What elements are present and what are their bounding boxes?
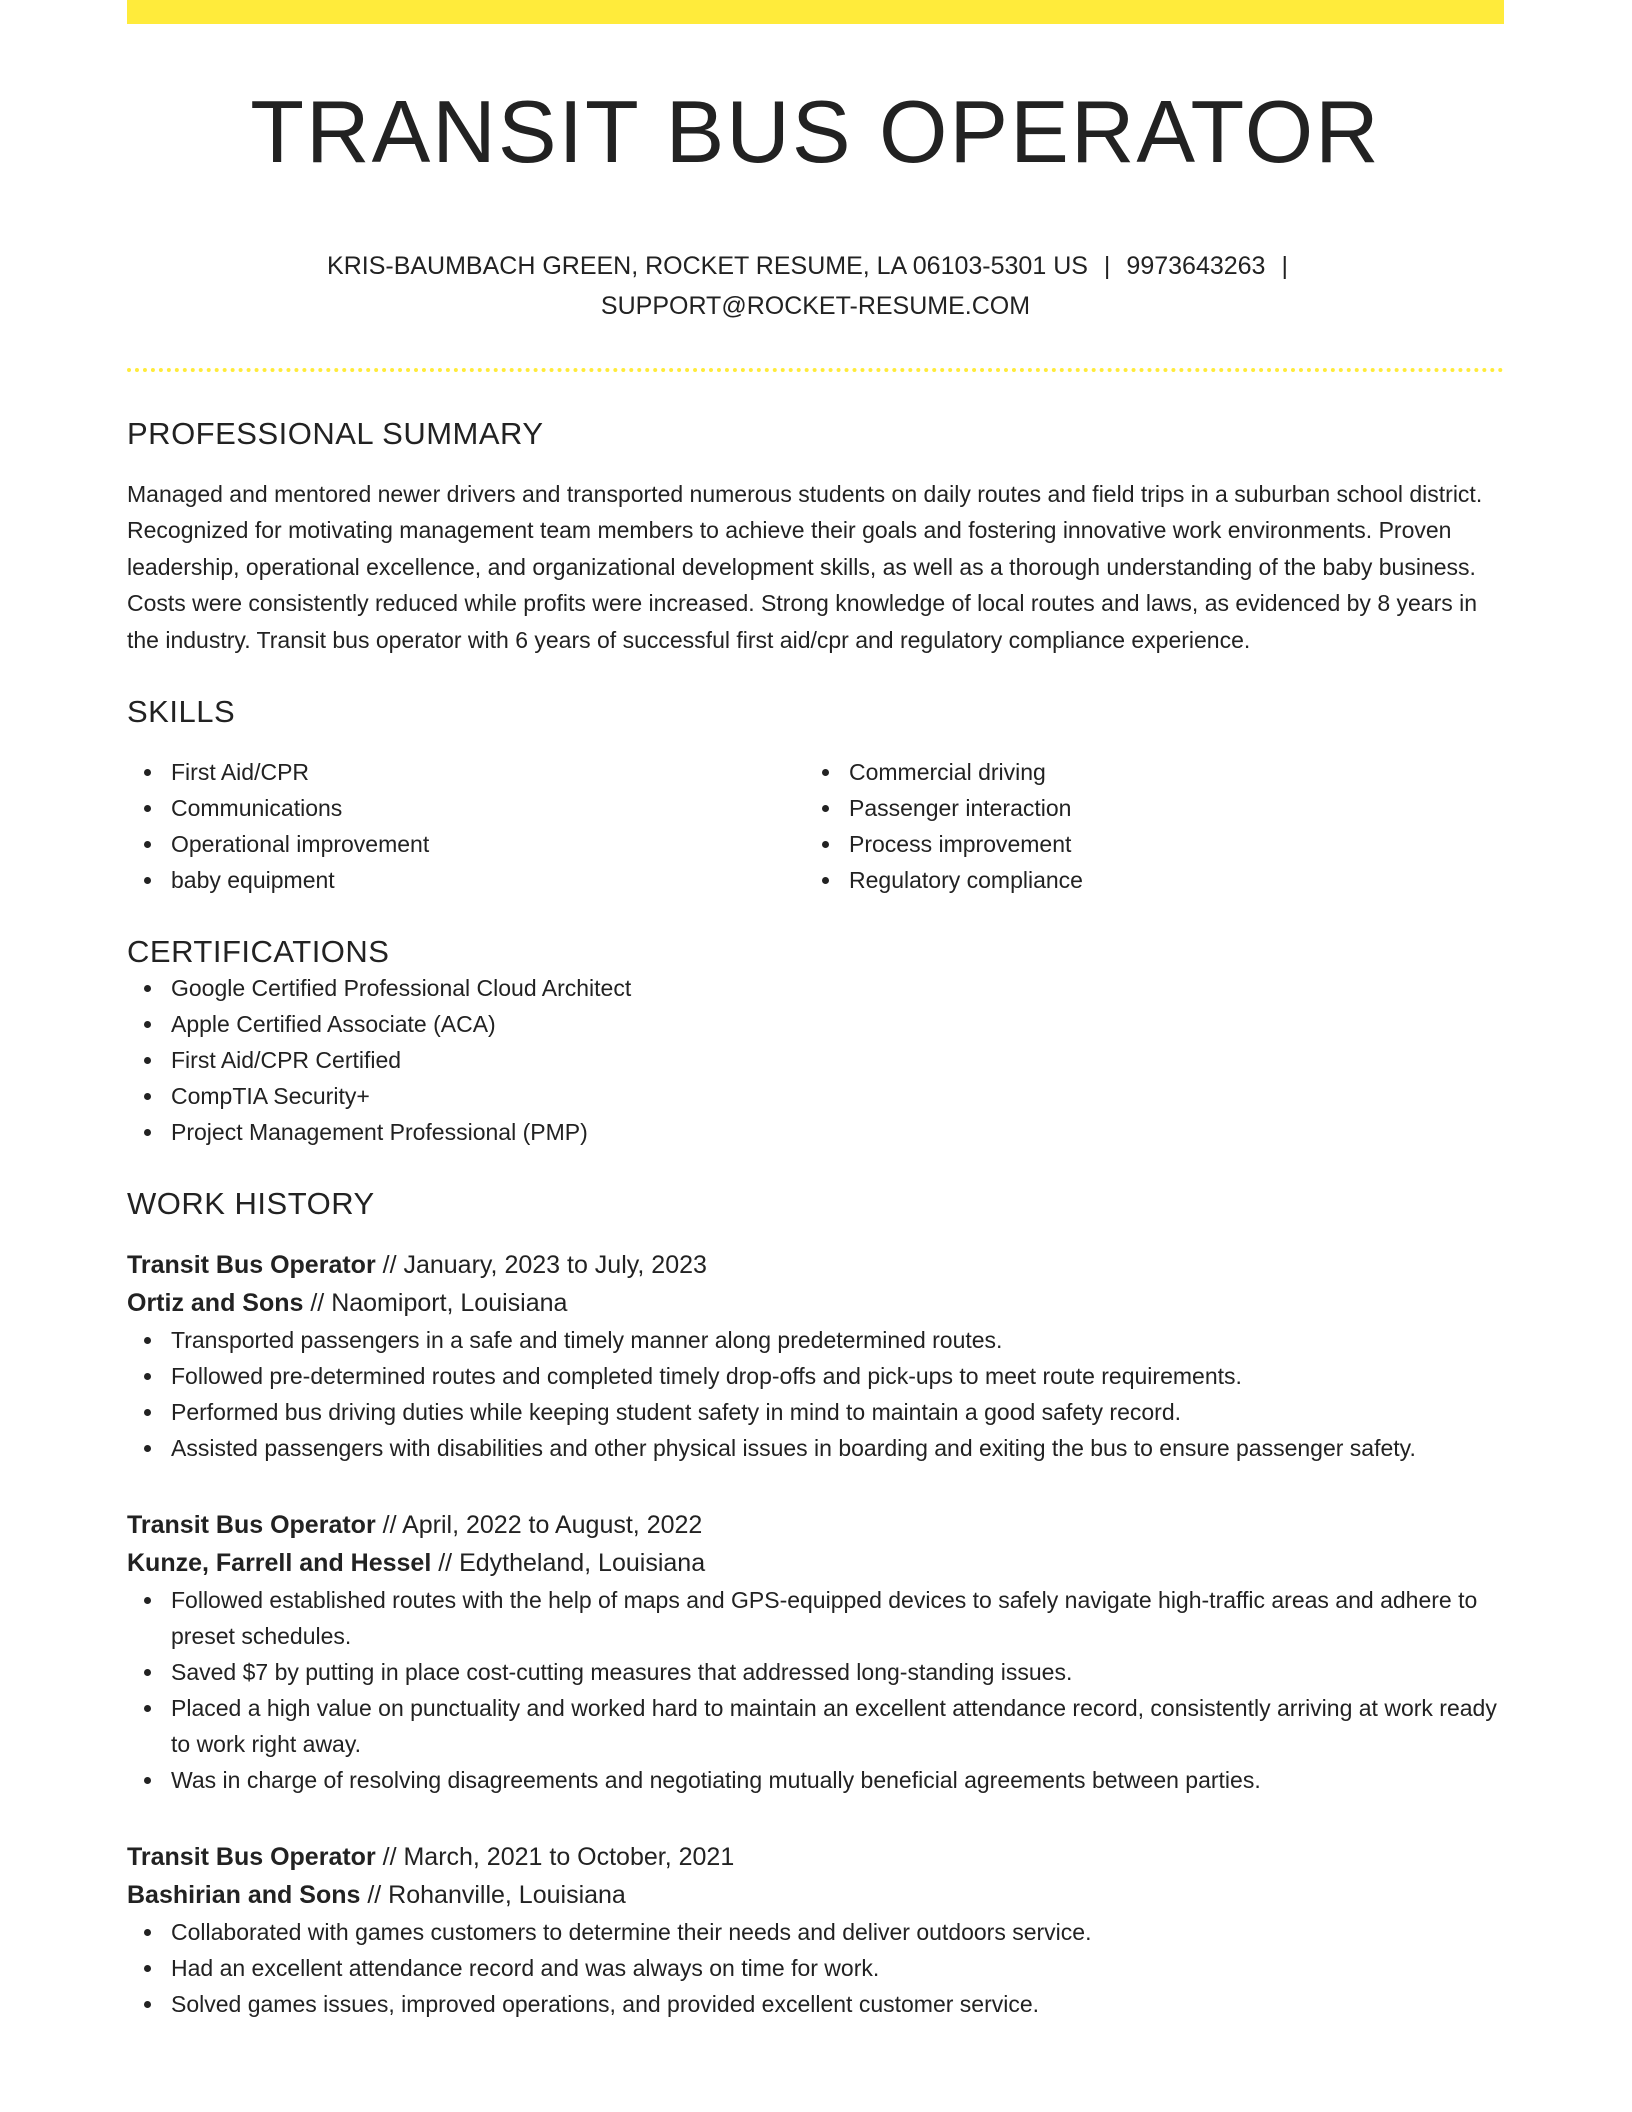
job-location: // Naomiport, Louisiana bbox=[310, 1289, 568, 1318]
job-location: // Rohanville, Louisiana bbox=[367, 1881, 626, 1910]
job-duty-item: Was in charge of resolving disagreements and negotiating mutually beneficial agreements between parties. bbox=[171, 1762, 1504, 1798]
contact-phone: 9973643263 bbox=[1126, 251, 1266, 280]
contact-address: KRIS-BAUMBACH GREEN, ROCKET RESUME, LA 06103-5301 US bbox=[327, 251, 1088, 280]
skills-column-right bbox=[805, 754, 1483, 898]
job-duty-item: Followed established routes with the help of maps and GPS-equipped devices to safely navigate high-traffic areas and adhere to preset schedules. bbox=[171, 1582, 1504, 1654]
dotted-divider bbox=[127, 368, 1504, 372]
certification-item: Google Certified Professional Cloud Architect bbox=[171, 970, 1504, 1006]
skill-item: Regulatory compliance bbox=[849, 862, 1483, 898]
summary-heading: PROFESSIONAL SUMMARY bbox=[127, 415, 544, 451]
job-location: // Edytheland, Louisiana bbox=[438, 1549, 706, 1578]
skills-column-left bbox=[127, 754, 805, 898]
certifications-heading: CERTIFICATIONS bbox=[127, 934, 390, 970]
top-accent-bar bbox=[127, 0, 1504, 24]
job-dates: // March, 2021 to October, 2021 bbox=[382, 1843, 735, 1872]
job-duty-item: Transported passengers in a safe and timely manner along predetermined routes. bbox=[171, 1322, 1504, 1358]
page-title: TRANSIT BUS OPERATOR bbox=[250, 82, 1381, 181]
job-company: Bashirian and Sons bbox=[127, 1881, 361, 1910]
job-duty-item: Placed a high value on punctuality and worked hard to maintain an excellent attendance record, consistently arriving at work ready to work right away. bbox=[171, 1690, 1504, 1762]
job-role-line bbox=[127, 1838, 1504, 1876]
job-dates: // January, 2023 to July, 2023 bbox=[382, 1251, 707, 1280]
work-history-heading: WORK HISTORY bbox=[127, 1186, 375, 1222]
contact-line-1 bbox=[127, 246, 1504, 286]
job-duties-list bbox=[127, 1582, 1504, 1798]
certifications-list bbox=[127, 970, 1504, 1150]
job-duties-list bbox=[127, 1914, 1504, 2022]
job-role: Transit Bus Operator bbox=[127, 1251, 376, 1280]
job-duty-item: Followed pre-determined routes and completed timely drop-offs and pick-ups to meet route requirements. bbox=[171, 1358, 1504, 1394]
job-dates: // April, 2022 to August, 2022 bbox=[382, 1511, 703, 1540]
job-role-line bbox=[127, 1506, 1504, 1544]
skills-list-right bbox=[805, 754, 1483, 898]
skill-item: Communications bbox=[171, 790, 805, 826]
skill-item: First Aid/CPR bbox=[171, 754, 805, 790]
contact-separator: | bbox=[1281, 251, 1288, 280]
skills-list-left bbox=[127, 754, 805, 898]
job-duties-list bbox=[127, 1322, 1504, 1466]
job-entry bbox=[127, 1838, 1504, 2022]
job-company: Ortiz and Sons bbox=[127, 1289, 304, 1318]
resume-page bbox=[127, 0, 1504, 2022]
certification-item: CompTIA Security+ bbox=[171, 1078, 1504, 1114]
job-entry bbox=[127, 1246, 1504, 1466]
contact-email: SUPPORT@ROCKET-RESUME.COM bbox=[600, 291, 1031, 320]
contact-info bbox=[127, 246, 1504, 326]
skill-item: Operational improvement bbox=[171, 826, 805, 862]
skill-item: baby equipment bbox=[171, 862, 805, 898]
job-duty-item: Saved $7 by putting in place cost-cutting measures that addressed long-standing issues. bbox=[171, 1654, 1504, 1690]
job-company-line bbox=[127, 1544, 1504, 1582]
skill-item: Commercial driving bbox=[849, 754, 1483, 790]
contact-separator: | bbox=[1103, 251, 1111, 280]
job-role: Transit Bus Operator bbox=[127, 1511, 376, 1540]
job-company-line bbox=[127, 1876, 1504, 1914]
job-duty-item: Solved games issues, improved operations, and provided excellent customer service. bbox=[171, 1986, 1504, 2022]
skill-item: Passenger interaction bbox=[849, 790, 1483, 826]
job-company-line bbox=[127, 1284, 1504, 1322]
job-role: Transit Bus Operator bbox=[127, 1843, 376, 1872]
job-duty-item: Had an excellent attendance record and was always on time for work. bbox=[171, 1950, 1504, 1986]
contact-line-2 bbox=[127, 286, 1504, 326]
job-entry bbox=[127, 1506, 1504, 1798]
job-duty-item: Collaborated with games customers to determine their needs and deliver outdoors service. bbox=[171, 1914, 1504, 1950]
certification-item: First Aid/CPR Certified bbox=[171, 1042, 1504, 1078]
skills-heading: SKILLS bbox=[127, 694, 236, 730]
summary-text: Managed and mentored newer drivers and transported numerous students on daily routes and field trips in a suburban school district. Recognized for motivating management team members to achieve their goals and fostering innovative work environments. Proven leadership, operational excellence, and organizational development skills, as well as a thorough understanding of the baby business. Costs were consistently reduced while profits were increased. Strong knowledge of local routes and laws, as evidenced by 8 years in the industry. Transit bus operator with 6 years of successful first aid/cpr and regulatory compliance experience. bbox=[127, 480, 1483, 653]
job-duty-item: Performed bus driving duties while keeping student safety in mind to maintain a good safety record. bbox=[171, 1394, 1504, 1430]
job-role-line bbox=[127, 1246, 1504, 1284]
skill-item: Process improvement bbox=[849, 826, 1483, 862]
certification-item: Project Management Professional (PMP) bbox=[171, 1114, 1504, 1150]
skills-grid bbox=[127, 754, 1504, 898]
job-duty-item: Assisted passengers with disabilities and other physical issues in boarding and exiting the bus to ensure passenger safety. bbox=[171, 1430, 1504, 1466]
certification-item: Apple Certified Associate (ACA) bbox=[171, 1006, 1504, 1042]
job-company: Kunze, Farrell and Hessel bbox=[127, 1549, 432, 1578]
